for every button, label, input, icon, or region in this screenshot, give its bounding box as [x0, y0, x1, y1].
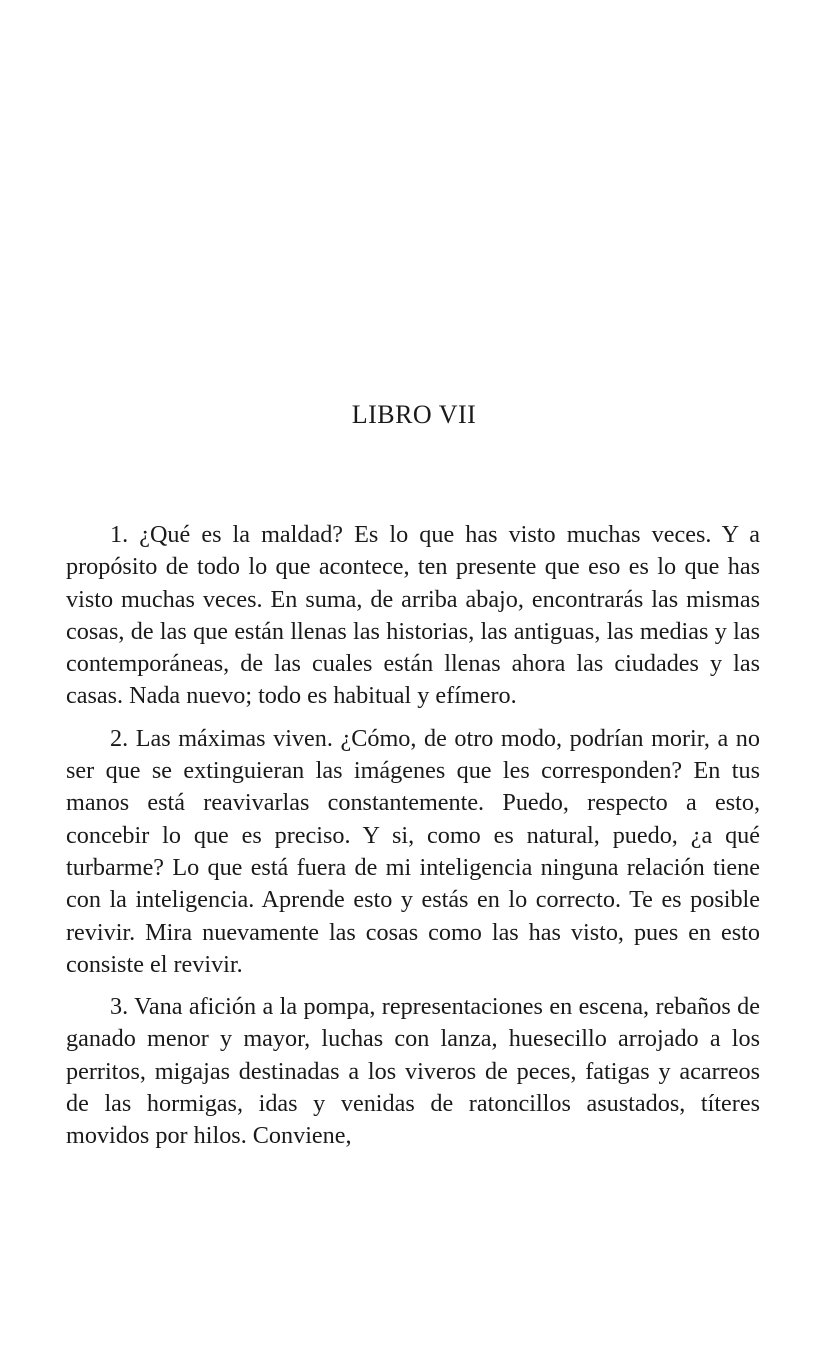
body-text	[66, 519, 760, 1153]
paragraph-2: 2. Las máximas viven. ¿Cómo, de otro modo, podrían morir, a no ser que se extinguieran las imágenes que les corresponden? En tus manos está reavivarlas constantemente. Puedo, respecto a esto, concebir lo que es preciso. Y si, como es natural, puedo, ¿a qué turbarme? Lo que está fuera de mi inteligencia ninguna relación tiene con la inteligencia. Aprende esto y estás en lo correcto. Te es posible revivir. Mira nuevamente las cosas como las has visto, pues en esto consiste el revivir.	[66, 724, 760, 978]
paragraph-1: 1. ¿Qué es la maldad? Es lo que has visto muchas veces. Y a propósito de todo lo que acontece, ten presente que eso es lo que has visto muchas veces. En suma, de arriba abajo, encontrarás las mismas cosas, de las que están llenas las historias, las antiguas, las medias y las contemporáneas, de las cuales están llenas ahora las ciudades y las casas. Nada nuevo; todo es habitual y efímero.	[66, 521, 760, 710]
chapter-title: LIBRO VII	[351, 400, 477, 429]
paragraph-3: 3. Vana afición a la pompa, representaciones en escena, rebaños de ganado menor y mayor, luchas con lanza, huesecillo arrojado a los perritos, migajas destinadas a los viveros de peces, fatigas y acarreos de las hormigas, idas y venidas de ratoncillos asustados, títeres movidos por hilos. Conviene,	[66, 993, 760, 1150]
